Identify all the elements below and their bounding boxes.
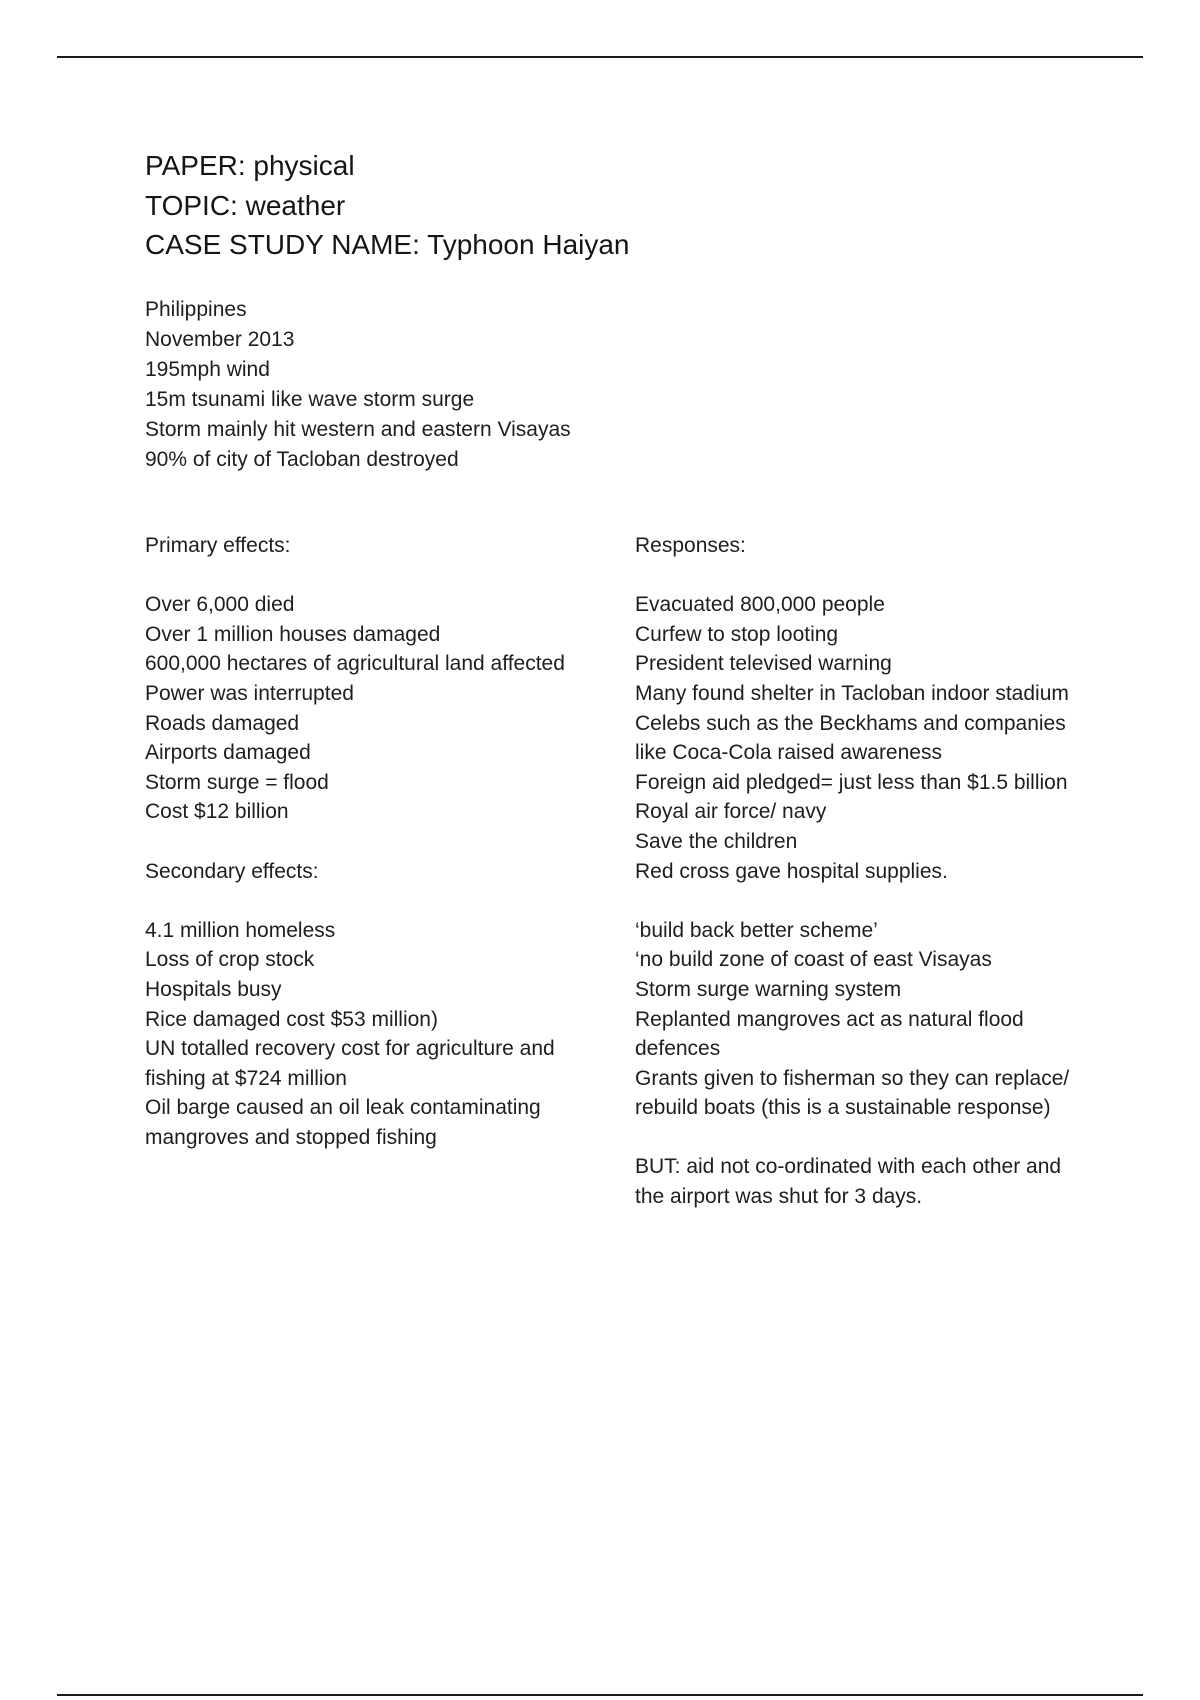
fact-item: 195mph wind xyxy=(145,358,270,381)
fact-item: 90% of city of Tacloban destroyed xyxy=(145,448,459,471)
primary-effect-item: 600,000 hectares of agricultural land affected xyxy=(145,652,565,676)
secondary-effects-heading: Secondary effects: xyxy=(145,859,319,883)
response-item: Royal air force/ navy xyxy=(635,800,827,824)
response-item: Save the children xyxy=(635,829,798,853)
bottom-rule xyxy=(57,1694,1143,1696)
response-item: Celebs such as the Beckhams and companies like Coca-Cola raised awareness xyxy=(635,711,1066,765)
fact-item: November 2013 xyxy=(145,328,295,351)
primary-effect-item: Cost $12 billion xyxy=(145,800,289,824)
fact-item: Philippines xyxy=(145,298,247,321)
response-item: Red cross gave hospital supplies. xyxy=(635,859,948,883)
fact-item: 15m tsunami like wave storm surge xyxy=(145,388,475,411)
primary-effect-item: Roads damaged xyxy=(145,711,300,735)
primary-effect-item: Power was interrupted xyxy=(145,681,354,705)
long-term-response-item: ‘build back better scheme’ xyxy=(635,918,878,942)
secondary-effect-item: 4.1 million homeless xyxy=(145,918,336,942)
secondary-effect-item: Rice damaged cost $53 million) xyxy=(145,1007,438,1031)
key-facts-list xyxy=(145,295,571,475)
long-term-response-item: ‘no build zone of coast of east Visayas xyxy=(635,948,992,972)
top-rule xyxy=(57,56,1143,58)
primary-effect-item: Airports damaged xyxy=(145,741,311,765)
secondary-effect-item: Oil barge caused an oil leak contaminating mangroves and stopped fishing xyxy=(145,1096,541,1149)
response-item: Foreign aid pledged= just less than $1.5 billion xyxy=(635,770,1068,794)
paper-label: PAPER: physical xyxy=(145,150,355,181)
case-study-name: CASE STUDY NAME: Typhoon Haiyan xyxy=(145,229,630,260)
primary-effect-item: Storm surge = flood xyxy=(145,770,329,794)
criticism-note: BUT: aid not co-ordinated with each other and the airport was shut for 3 days. xyxy=(635,1155,1062,1209)
document-header xyxy=(145,146,630,265)
fact-item: Storm mainly hit western and eastern Visayas xyxy=(145,418,571,441)
response-item: Curfew to stop looting xyxy=(635,622,839,646)
secondary-effect-item: Loss of crop stock xyxy=(145,948,315,972)
responses-column xyxy=(635,531,1075,1212)
long-term-response-item: Grants given to fisherman so they can replace/ rebuild boats (this is a sustainable response) xyxy=(635,1066,1070,1120)
responses-heading: Responses: xyxy=(635,534,746,557)
topic-label: TOPIC: weather xyxy=(145,189,346,221)
secondary-effect-item: Hospitals busy xyxy=(145,977,282,1001)
primary-effect-item: Over 1 million houses damaged xyxy=(145,622,441,646)
response-item: Evacuated 800,000 people xyxy=(635,593,885,617)
long-term-response-item: Replanted mangroves act as natural flood defences xyxy=(635,1007,1024,1061)
long-term-response-item: Storm surge warning system xyxy=(635,977,902,1001)
response-item: President televised warning xyxy=(635,652,892,676)
secondary-effect-item: UN totalled recovery cost for agriculture and fishing at $724 million xyxy=(145,1037,555,1090)
response-item: Many found shelter in Tacloban indoor stadium xyxy=(635,681,1069,705)
effects-column xyxy=(145,531,585,1152)
primary-effect-item: Over 6,000 died xyxy=(145,593,295,617)
primary-effects-heading: Primary effects: xyxy=(145,534,291,557)
